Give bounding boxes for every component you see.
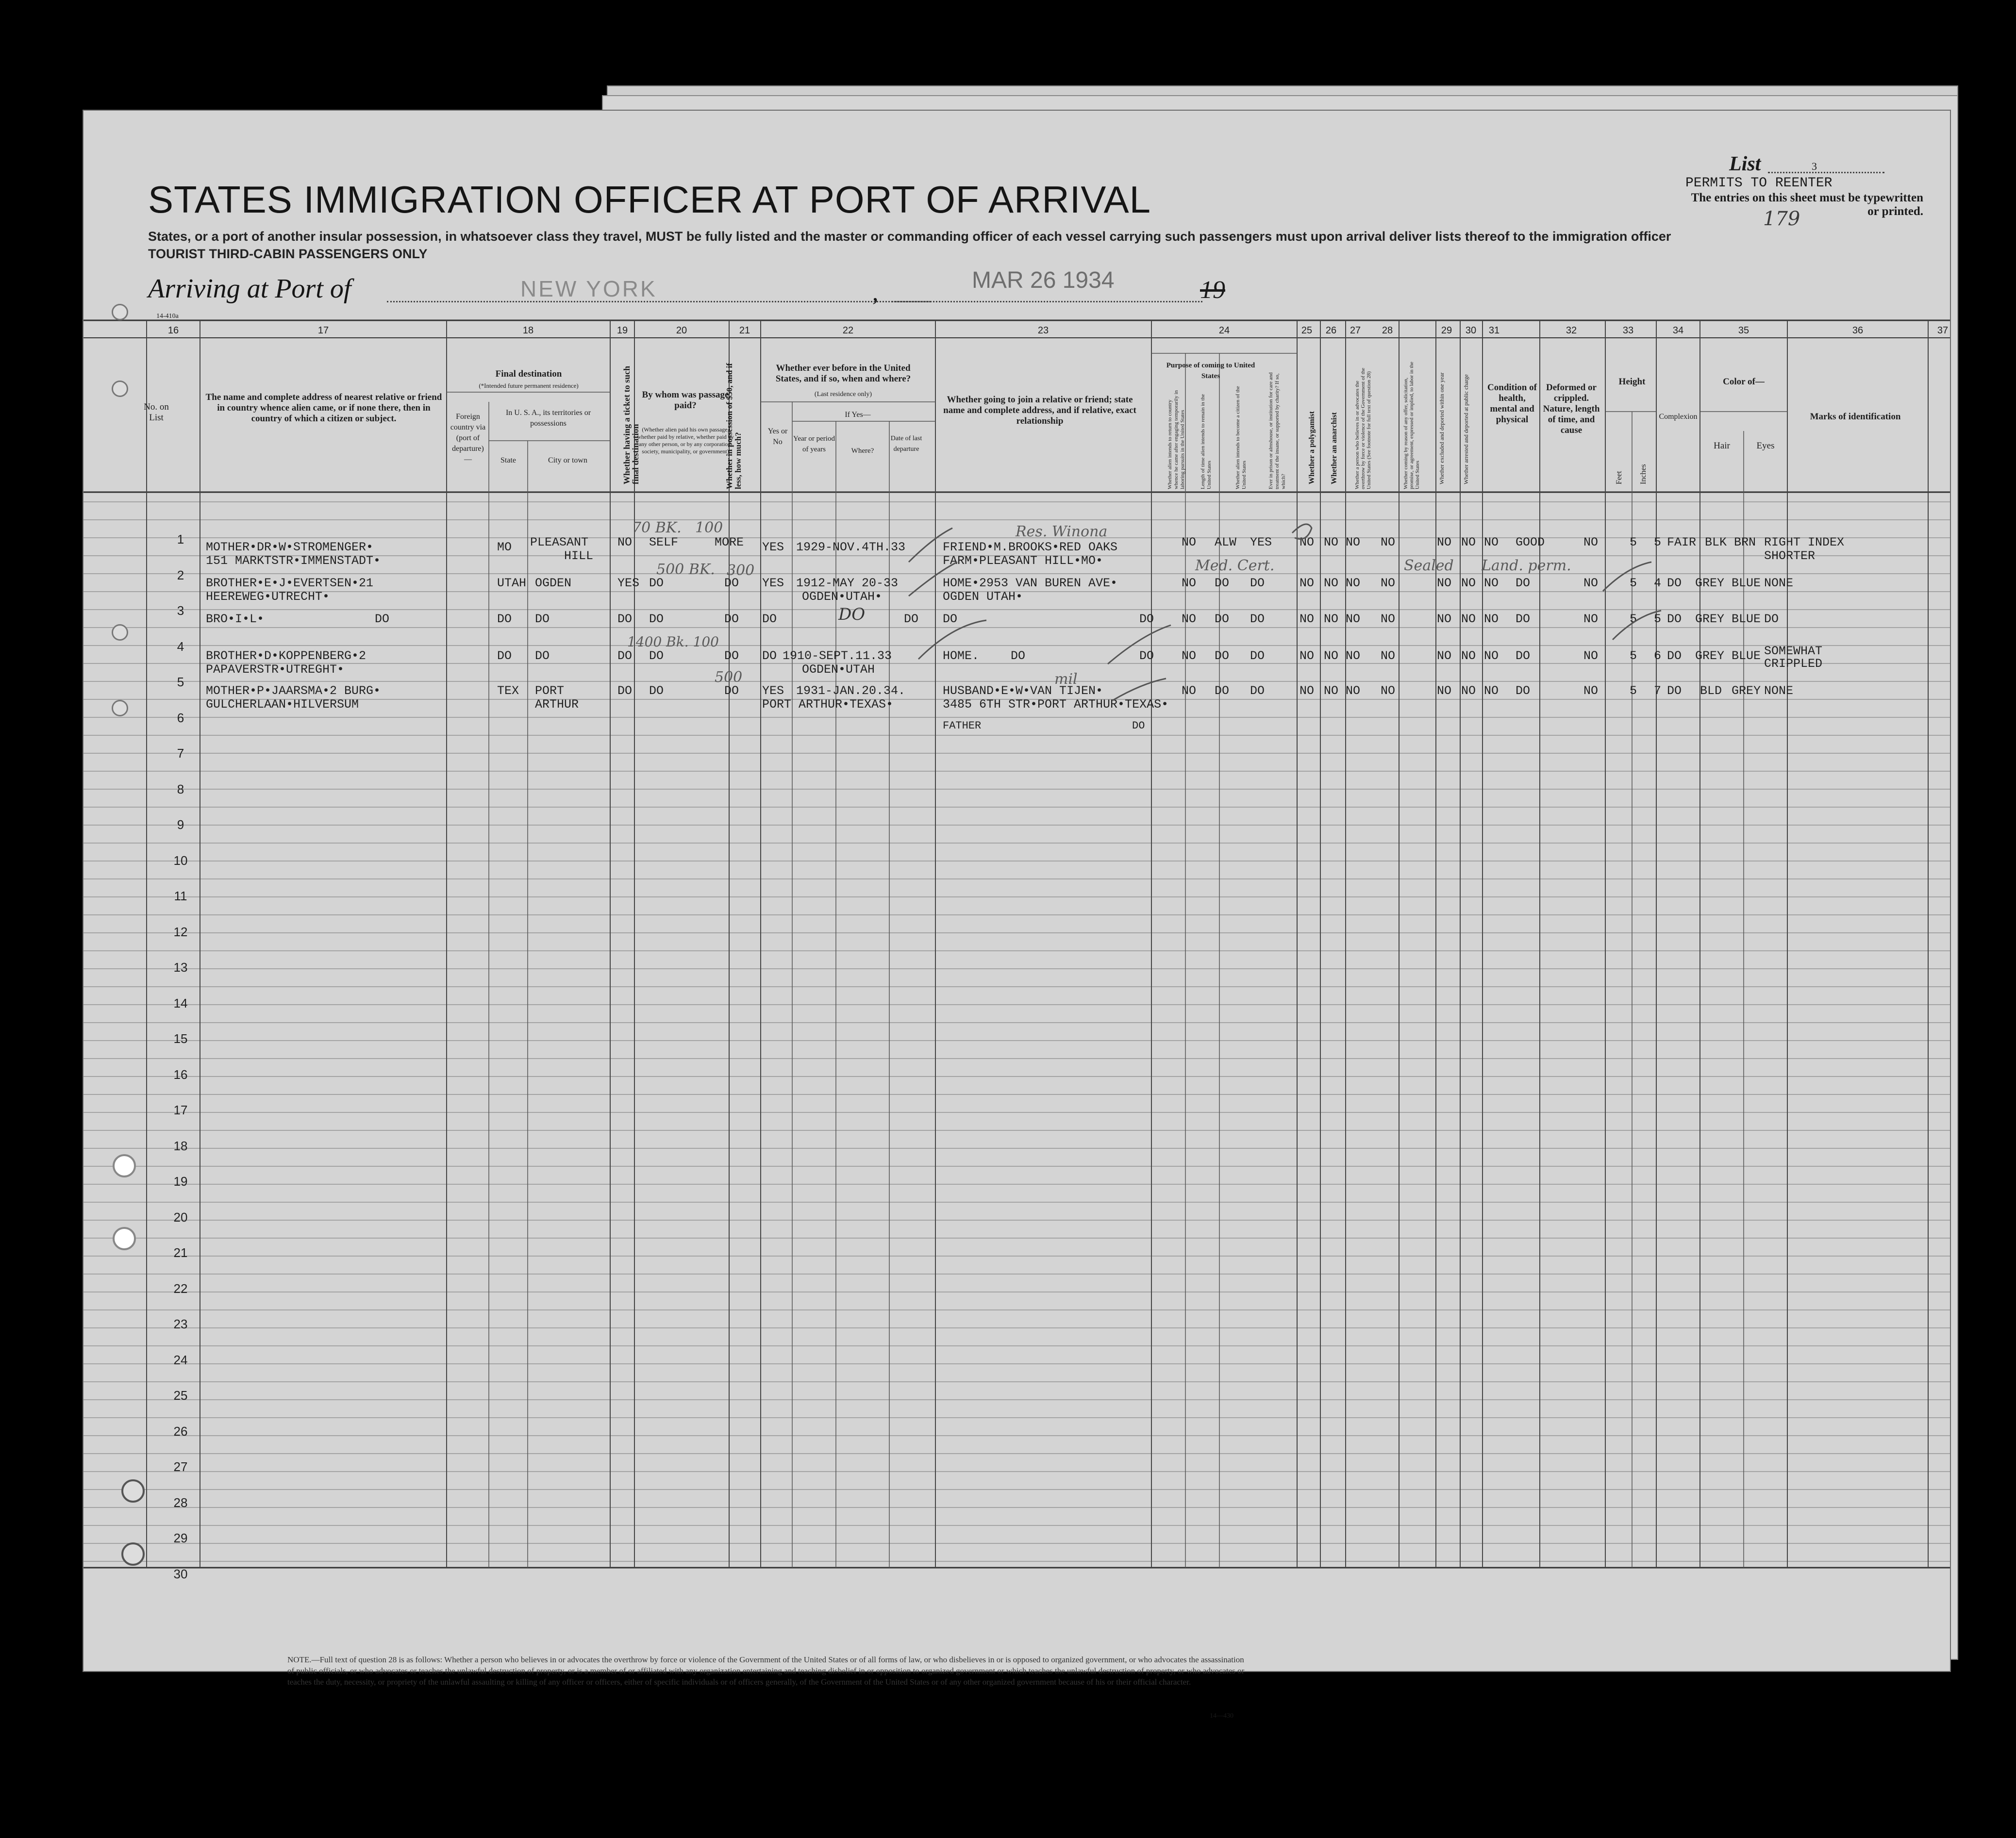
hdr-year-period: Year or period of years [793,435,835,453]
row-number: 18 [173,1138,188,1153]
r5-years-line1: 1931-JAN.20.34. [796,684,906,698]
row-number: 15 [173,1031,188,1046]
r5-years-line2: PORT ARTHUR•TEXAS• [762,697,894,712]
r2-c28: NO [1381,576,1396,590]
column-number: 24 [1218,325,1230,336]
r1-yes: YES [762,540,784,554]
row-number: 5 [177,675,184,689]
hdr-if-yes: If Yes— [845,411,871,419]
row-number: 17 [173,1103,188,1117]
r3-yes: DO [762,612,777,626]
hdr-purpose: Purpose of coming to United States [1166,362,1255,380]
r3-hair: GREY [1695,612,1725,626]
column-number: 19 [616,325,628,336]
hdr-complexion: Complexion [1659,413,1698,421]
r1-health: GOOD [1516,535,1545,549]
r3-health: DO [1516,612,1531,626]
r1-marks-line1: RIGHT INDEX [1764,535,1845,549]
r5-c30: NO [1461,684,1476,698]
hdr-foreign-country: Foreign country via (port of departure)— [450,413,486,464]
r5-hand-mil: mil [1054,671,1078,688]
year-printed: 19 [1200,276,1225,304]
hdr-c30: Whether excluded and deported within one year [1438,372,1445,484]
row-number: 16 [173,1067,188,1082]
r4-c26: NO [1324,649,1339,663]
r5-join-line2: 3485 6TH STR•PORT ARTHUR•TEXAS• [943,697,1169,712]
annot-land-perm: Land. perm. [1482,557,1571,574]
column-number: 18 [522,325,534,336]
r1-city-line2: HILL [564,549,594,563]
r5-c24a: NO [1182,684,1197,698]
list-number: 3 [1812,160,1817,172]
r4-city: DO [535,649,550,663]
column-number: 21 [739,325,750,336]
r3-marks: DO [1764,612,1779,626]
column-number: 25 [1301,325,1313,336]
r1-feet: 5 [1630,535,1637,549]
row-number: 7 [177,746,184,761]
r5-feet: 5 [1630,684,1637,698]
hdr-c33: Deformed or crippled. Nature, length of time, and cause [1543,382,1600,435]
r2-inches: 4 [1654,576,1662,590]
r4-c30: NO [1461,649,1476,663]
column-number: 36 [1852,325,1864,336]
r2-relative-line2: HEEREWEG•UTRECHT• [206,590,330,604]
row-number: 24 [173,1352,188,1367]
r3-c29: NO [1437,612,1452,626]
r3-c30: NO [1461,612,1476,626]
r1-c27: NO [1346,535,1361,549]
r1-money: MORE [715,535,744,549]
r3-c24c: DO [1250,612,1265,626]
r5-c26: NO [1324,684,1339,698]
row-number: 19 [173,1174,188,1189]
hdr-yes-no: Yes or No [767,427,788,446]
r2-years-line2: OGDEN•UTAH• [802,590,883,604]
header-subtitle: States, or a port of another insular possession, in whatsoever class they travel, MUST be fully listed and the master or commanding officer of each vessel carrying such passengers must upon arrival deliver lists thereof to the immigration officer [148,229,1671,244]
r1-state: MO [497,540,512,554]
hdr-in-usa: In U. S. A., its territories or possessions [505,409,591,428]
r1-hand-money: 70 BK. [632,519,682,536]
row-number: 12 [173,924,188,939]
r5-state: TEX [497,684,519,698]
r3-c26: NO [1324,612,1339,626]
r5-money: DO [724,684,739,698]
r5-c27: NO [1346,684,1361,698]
column-number: 17 [317,325,329,336]
row-number: 11 [174,889,187,903]
page-title: STATES IMMIGRATION OFFICER AT PORT OF ARRIVAL [148,178,1151,221]
r2-c26: NO [1324,576,1339,590]
r1-city-line1: PLEASANT [530,535,589,549]
r4-money: DO [724,649,739,663]
row-number: 13 [173,960,188,975]
r4-c24c: DO [1250,649,1265,663]
footnote-code: 14—430 [1210,1712,1233,1720]
r2-complexion: DO [1667,576,1682,590]
r1-ticket: NO [617,535,633,549]
r1-join-line2: FARM•PLEASANT HILL•MO• [943,554,1103,568]
r2-hair: GREY [1695,576,1725,590]
r4-relative-line2: PAPAVERSTR•UTREGHT• [206,662,345,677]
r5-health: DO [1516,684,1531,698]
hdr-c28: Whether a person who believes in or advocates the overthrow by force or violence of the Government of the United States (See footnote for full text of question 28) [1354,367,1372,489]
hdr-date-departure: Date of last departure [890,435,922,453]
row-number: 21 [173,1245,188,1260]
hdr-purpose-c: Whether alien intends to become a citizen of the United States [1235,386,1247,489]
hdr-final-destination-note: (*Intended future permanent residence) [479,382,579,389]
r1-complexion: FAIR [1667,535,1697,549]
row-number: 22 [173,1281,188,1296]
r2-years-line1: 1912-MAY 20-33 [796,576,899,590]
r4-feet: 5 [1630,649,1637,663]
r4-join: HOME. [943,649,980,663]
r1-c26: NO [1324,535,1339,549]
row-number: 4 [177,639,184,654]
punch-hole-1 [113,1154,136,1177]
column-number: 35 [1738,325,1749,336]
page-number: 179 [1763,208,1800,230]
r4-ticket: DO [617,649,633,663]
r1-c29: NO [1437,535,1452,549]
comma-1: , [872,279,879,306]
hdr-passage-paid: By whom was passage paid? [642,390,729,411]
r3-relative: BRO•I•L• [206,612,265,626]
row-number: 26 [173,1424,188,1439]
r4-relative-line1: BROTHER•D•KOPPENBERG•2 [206,649,367,663]
r3-complexion: DO [1667,612,1682,626]
r3-join-do: DO [1139,612,1154,626]
r2-c24c: DO [1250,576,1265,590]
hdr-state: State [500,456,516,464]
r2-c25: NO [1300,576,1315,590]
instruction-text: The entries on this sheet must be typewritten or printed. [1691,191,1923,218]
footnote: NOTE.—Full text of question 28 is as follows: Whether a person who believes in or advocates the overthrow by force or violence of the Government of the United States or of all forms of law, or who disbelieves in or is opposed to organized government, or who advocates the assassination of public officials, or who advocates or teaches the unlawful destruction of property, or is a member of or affiliated with any organization entertaining and teaching disbelief in or opposition to organized government or which teaches the unlawful destruction of property, or who advocates or teaches the duty, necessity, or propriety of the unlawful assaulting or killing of any officer or officers, either of specific individuals or of officers generally, of the Government of the United States or of any other organized government because of his or their official character. [287,1655,1245,1687]
row-number: 29 [173,1531,188,1545]
row-number: 25 [173,1388,188,1403]
r3-c27: NO [1346,612,1361,626]
column-number: 33 [1622,325,1634,336]
r3-ticket: DO [617,612,633,626]
hdr-passage-note: (Whether alien paid his own passage, whether paid by relative, whether paid by any other person, or by any corporation, society, municipality, or government) [637,426,734,455]
r1-c25: NO [1300,535,1315,549]
column-number: 27 [1350,325,1361,336]
r5-c25: NO [1300,684,1315,698]
r5-inches: 7 [1654,684,1662,698]
row-number: 1 [177,532,184,546]
r3-where-do: DO [904,612,919,626]
r1-hand-join: Res. Winona [1016,523,1108,540]
row-number: 8 [177,781,184,796]
r5-relative-line1: MOTHER•P•JAARSMA•2 BURG• [206,684,381,698]
r5-c24b: DO [1215,684,1230,698]
r4-passage-paid: DO [649,649,664,663]
r3-deformed: NO [1583,612,1599,626]
hdr-ticket: Whether having a ticket to such final destination [622,365,640,484]
r5-hand-500: 500 [715,669,743,686]
row-number: 3 [177,603,184,618]
r2-eyes: BLUE [1732,576,1761,590]
column-number: 26 [1325,325,1337,336]
class-line: TOURIST THIRD-CABIN PASSENGERS ONLY [148,247,428,261]
date-stamp: MAR 26 1934 [972,267,1115,293]
r4-hair: GREY [1695,649,1725,663]
r4-eyes: BLUE [1732,649,1761,663]
table-grid [83,111,1950,1671]
r5-c28: NO [1381,684,1396,698]
column-number: 30 [1465,325,1477,336]
r3-state: DO [497,612,512,626]
annot-med-cert: Med. Cert. [1195,557,1275,574]
r2-marks: NONE [1764,576,1794,590]
punch-hole-top-2 [112,381,128,397]
row-number: 14 [173,995,188,1010]
r4-years-line1: 1910-SEPT.11.33 [783,649,892,663]
r4-deformed: NO [1583,649,1599,663]
column-number: 31 [1488,325,1500,336]
r5-join-line1: HUSBAND•E•W•VAN TIJEN• [943,684,1103,698]
hdr-relative: The name and complete address of nearest relative or friend in country whence alien came, or if none there, then in country of which a citizen or subject. [205,392,442,424]
punch-hole-top-4 [112,700,128,716]
r1-c31: NO [1484,535,1499,549]
annot-sealed: Sealed [1404,557,1454,574]
hdr-c26: Whether a polygamist [1308,411,1316,484]
r2-c29: NO [1437,576,1452,590]
r2-c31: NO [1484,576,1499,590]
r4-c28: NO [1381,649,1396,663]
hdr-last-residence: (Last residence only) [814,391,872,398]
r1-eyes: BRN [1734,535,1756,549]
r4-join-do2: DO [1139,649,1154,663]
hdr-purpose-b: Length of time alien intends to remain in the United States [1200,394,1212,489]
r3-hand-years: DO [838,605,866,624]
r2-money: DO [724,576,739,590]
r5-join-line3: FATHER [943,720,982,732]
hdr-city: City or town [548,456,587,464]
row-number: 28 [173,1495,188,1510]
arriving-label: Arriving at Port of [148,274,351,304]
r3-city: DO [535,612,550,626]
hdr-eyes: Eyes [1756,441,1775,451]
r2-join-line1: HOME•2953 VAN BUREN AVE• [943,576,1118,590]
r3-passage-paid: DO [649,612,664,626]
row-number: 23 [173,1317,188,1331]
r1-hair: BLK [1705,535,1727,549]
row-number: 9 [177,817,184,832]
punch-hole-4 [121,1542,145,1566]
hdr-hair: Hair [1714,441,1730,451]
row-number: 2 [177,567,184,582]
r3-c31: NO [1484,612,1499,626]
r1-c24a: NO [1182,535,1197,549]
r2-passage-paid: DO [649,576,664,590]
hdr-join-relative: Whether going to join a relative or friend; state name and complete address, and if relative, exact relationship [943,395,1136,426]
r5-c29: NO [1437,684,1452,698]
r1-c28: NO [1381,535,1396,549]
hdr-purpose-a: Whether alien intends to return to country whence he came after engaging temporarily in laboring pursuits in the United States [1167,390,1185,489]
r5-city-line1: PORT [535,684,565,698]
r1-c30: NO [1461,535,1476,549]
r2-c27: NO [1346,576,1361,590]
column-number: 28 [1382,325,1393,336]
r3-join: DO [943,612,958,626]
r2-relative-line1: BROTHER•E•J•EVERTSEN•21 [206,576,374,590]
r1-c24b: ALW [1215,535,1237,549]
r1-inches: 5 [1654,535,1662,549]
r5-eyes: GREY [1732,684,1761,698]
r3-inches: 5 [1654,612,1662,626]
r4-marks-line2: CRIPPLED [1764,657,1823,671]
r5-c24c: DO [1250,684,1265,698]
r4-c31: NO [1484,649,1499,663]
r1-join-line1: FRIEND•M.BROOKS•RED OAKS [943,540,1118,554]
column-number: 20 [676,325,687,336]
list-label: List [1729,153,1761,175]
r3-c28: NO [1381,612,1396,626]
r2-hand-money: 500 BK. [656,561,715,578]
r2-city: OGDEN [535,576,572,590]
r4-yes: DO [762,649,777,663]
permits-text: PERMITS TO REENTER [1685,176,1833,191]
r2-c24b: DO [1215,576,1230,590]
r5-passage-paid: DO [649,684,664,698]
row-number: 30 [173,1566,188,1581]
hdr-c32: Condition of health, mental and physical [1487,382,1537,425]
r1-marks-line2: SHORTER [1764,549,1816,563]
r4-c29: NO [1437,649,1452,663]
row-number: 20 [173,1209,188,1225]
form-code: 14-410a [156,313,179,320]
r2-state: UTAH [497,576,527,590]
r5-ticket: DO [617,684,633,698]
r3-relative-do: DO [375,612,390,626]
r2-c24a: NO [1182,576,1197,590]
r3-c24b: DO [1215,612,1230,626]
r3-c24a: NO [1182,612,1197,626]
r4-c24b: DO [1215,649,1230,663]
r4-hand-money: 1400 Bk. 100 [627,634,719,650]
column-number: 34 [1672,325,1684,336]
r2-feet: 5 [1630,576,1637,590]
r1-c24c: YES [1250,535,1272,549]
punch-hole-2 [113,1227,136,1250]
r2-yes: YES [762,576,784,590]
r5-city-line2: ARTHUR [535,697,579,712]
r1-deformed: NO [1583,535,1599,549]
r2-hand-300: 300 [727,562,755,579]
r1-hand-100: 100 [695,519,723,536]
r3-eyes: BLUE [1732,612,1761,626]
r4-complexion: DO [1667,649,1682,663]
row-number: 6 [177,710,184,725]
r5-yes: YES [762,684,784,698]
hdr-color-of: Color of— [1723,377,1765,387]
column-number: 23 [1037,325,1049,336]
punch-hole-3 [121,1479,145,1503]
r4-inches: 6 [1654,649,1662,663]
column-number: 16 [167,325,179,336]
r4-c24a: NO [1182,649,1197,663]
hdr-fifty-dollars: Whether in possession of $50, and if less, how much? [725,363,743,489]
r5-complexion: DO [1667,684,1682,698]
hdr-ever-before: Whether ever before in the United States, and if so, when and where? [775,363,911,384]
hdr-final-destination: Final destination [495,369,562,379]
column-number: 29 [1441,325,1452,336]
r4-state: DO [497,649,512,663]
r2-c30: NO [1461,576,1476,590]
r2-ticket: YES [617,576,640,590]
r1-relative-line2: 151 MARKTSTR•IMMENSTADT• [206,554,381,568]
hdr-no-on-list: No. on List [144,402,169,423]
hdr-inches: Inches [1639,464,1648,484]
r3-feet: 5 [1630,612,1637,626]
column-number: 37 [1937,325,1949,336]
r3-c25: NO [1300,612,1315,626]
hdr-c31: Whether arrested and deported at public charge [1463,374,1469,484]
r1-relative-line1: MOTHER•DR•W•STROMENGER• [206,540,374,554]
r4-c25: NO [1300,649,1315,663]
r5-hair: BLD [1700,684,1722,698]
r4-health: DO [1516,649,1531,663]
r5-deformed: NO [1583,684,1599,698]
r5-c31: NO [1484,684,1499,698]
r3-money: DO [724,612,739,626]
punch-hole-top-1 [112,304,128,320]
hdr-height: Height [1618,377,1646,387]
r2-deformed: NO [1583,576,1599,590]
hdr-where: Where? [851,447,874,455]
manifest-sheet [83,110,1951,1720]
punch-hole-top-3 [112,624,128,641]
r1-years: 1929-NOV.4TH.33 [796,540,906,554]
r2-join-line2: OGDEN UTAH• [943,590,1023,604]
r4-years-line2: OGDEN•UTAH [802,662,875,677]
r5-relative-line2: GULCHERLAAN•HILVERSUM [206,697,359,712]
r1-passage-paid: SELF [649,535,679,549]
hdr-c25: Ever in prison or almshouse, or institution for care and treatment of the insane, or supported by charity? If so, which? [1268,372,1286,489]
hdr-c27: Whether an anarchist [1330,412,1338,484]
r4-join-do1: DO [1011,649,1026,663]
r5-join-line3-do: DO [1132,720,1145,732]
row-number: 10 [173,853,188,868]
port-stamp: NEW YORK [520,276,657,301]
column-number: 32 [1566,325,1577,336]
hdr-marks: Marks of identification [1810,412,1901,422]
r2-health: DO [1516,576,1531,590]
r4-c27: NO [1346,649,1361,663]
row-number: 27 [173,1459,188,1474]
hdr-c29: Whether coming by reason of any offer, solicitation, promise, or agreement, expressed or implied, to labor in the United States [1403,362,1420,489]
r4-marks-line1: SOMEWHAT [1764,644,1823,658]
hdr-feet: Feet [1615,471,1623,484]
column-number: 22 [842,325,854,336]
r5-marks: NONE [1764,684,1794,698]
